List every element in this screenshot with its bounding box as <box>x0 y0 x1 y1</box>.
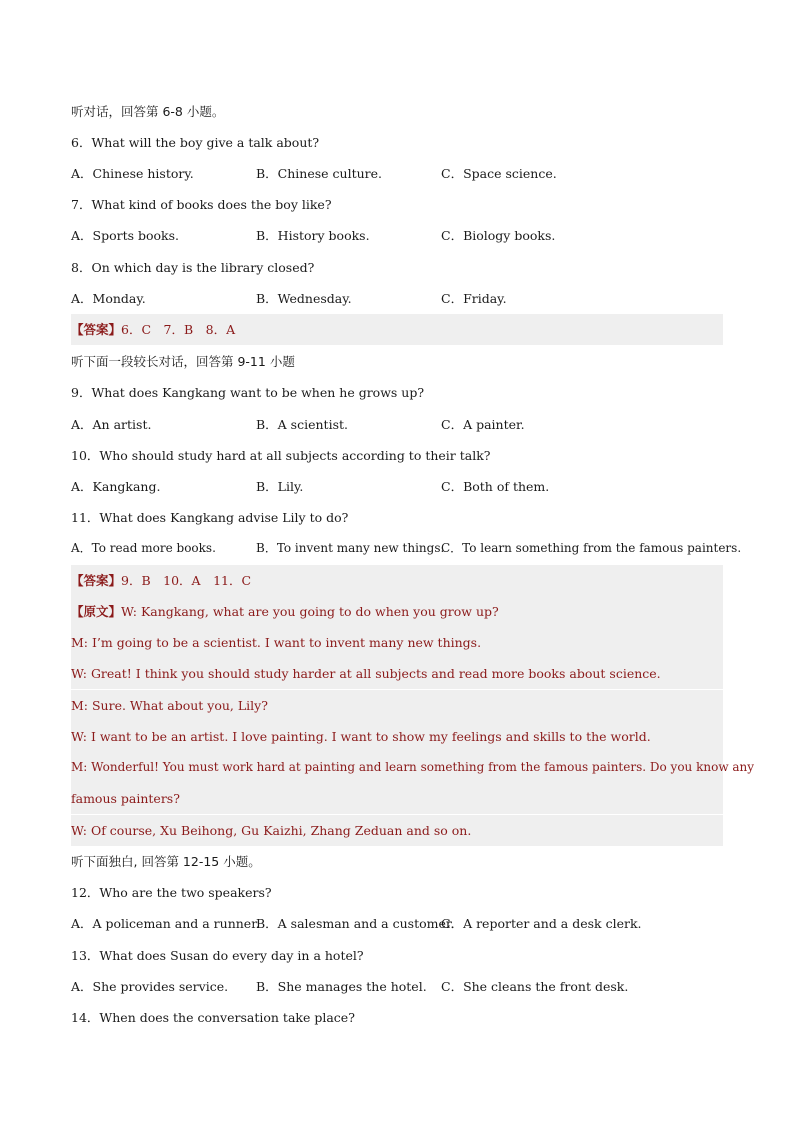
transcript-line: W: Of course, Xu Beihong, Gu Kaizhi, Zhang Zeduan and so on. <box>71 815 723 846</box>
question-stem: 9．What does Kangkang want to be when he grows up? <box>71 385 425 400</box>
answer-label: 【答案】 <box>71 573 122 588</box>
option-c: C．Both of them. <box>441 479 550 494</box>
option-b: B．Wednesday. <box>256 291 352 306</box>
answer-key-6-8 <box>71 314 723 345</box>
question-stem: 6．What will the boy give a talk about? <box>71 135 320 150</box>
question-options <box>71 158 723 189</box>
option-b: B．A scientist. <box>256 417 348 432</box>
option-b: B．History books. <box>256 228 370 243</box>
option-c: C．A painter. <box>441 417 525 432</box>
question-options <box>71 409 723 440</box>
answer-key-9-11 <box>71 565 723 596</box>
option-c: C．Biology books. <box>441 228 556 243</box>
option-b: B．To invent many new things. <box>256 541 445 555</box>
section-heading-12-15: 听下面独白, 回答第 12-15 小题。 <box>71 854 261 869</box>
option-c: C．She cleans the front desk. <box>441 979 629 994</box>
option-b: B．She manages the hotel. <box>256 979 427 994</box>
transcript-line: famous painters? <box>71 783 723 814</box>
option-a: A．Chinese history. <box>71 166 194 181</box>
transcript-line: M: Wonderful! You must work hard at painting and learn something from the famous painters. Do you know any <box>71 752 723 783</box>
transcript-line: W: Great! I think you should study harder at all subjects and read more books about science. <box>71 658 723 689</box>
option-c: C．To learn something from the famous painters. <box>441 541 742 555</box>
option-b: B．A salesman and a customer. <box>256 916 455 931</box>
question-stem: 10．Who should study hard at all subjects according to their talk? <box>71 448 491 463</box>
transcript-line: M: I’m going to be a scientist. I want to invent many new things. <box>71 627 723 658</box>
question-options <box>71 471 723 502</box>
option-b: B．Lily. <box>256 479 304 494</box>
question-stem: 7．What kind of books does the boy like? <box>71 197 332 212</box>
option-a: A．Sports books. <box>71 228 180 243</box>
option-a: A．An artist. <box>71 417 152 432</box>
transcript-text: W: Kangkang, what are you going to do when you grow up? <box>121 604 499 619</box>
transcript-label: 【原文】 <box>71 604 122 619</box>
question-options <box>71 533 742 564</box>
question-stem: 12．Who are the two speakers? <box>71 885 272 900</box>
question-stem: 13．What does Susan do every day in a hotel? <box>71 948 364 963</box>
question-options <box>71 220 723 251</box>
answer-values: 9．B 10．A 11．C <box>121 573 252 588</box>
option-a: A．Monday. <box>71 291 146 306</box>
question-options <box>71 971 723 1002</box>
option-a: A．She provides service. <box>71 979 229 994</box>
option-a: A．A policeman and a runner. <box>71 916 260 931</box>
question-stem: 11．What does Kangkang advise Lily to do? <box>71 510 349 525</box>
question-options <box>71 908 723 939</box>
option-a: A．To read more books. <box>71 541 216 555</box>
question-stem: 8．On which day is the library closed? <box>71 260 315 275</box>
option-c: C．Space science. <box>441 166 557 181</box>
answer-values: 6．C 7．B 8．A <box>121 322 236 337</box>
question-options <box>71 283 723 314</box>
option-b: B．Chinese culture. <box>256 166 383 181</box>
question-stem: 14．When does the conversation take place? <box>71 1010 355 1025</box>
option-c: C．Friday. <box>441 291 507 306</box>
option-a: A．Kangkang. <box>71 479 161 494</box>
transcript-line: M: Sure. What about you, Lily? <box>71 690 723 721</box>
transcript-line: W: I want to be an artist. I love painting. I want to show my feelings and skills to the world. <box>71 721 723 752</box>
answer-label: 【答案】 <box>71 322 122 337</box>
section-heading-9-11: 听下面一段较长对话，回答第 9-11 小题 <box>71 354 295 369</box>
option-c: C．A reporter and a desk clerk. <box>441 916 642 931</box>
transcript-line <box>71 596 723 627</box>
section-heading-6-8: 听对话，回答第 6-8 小题。 <box>71 104 225 119</box>
